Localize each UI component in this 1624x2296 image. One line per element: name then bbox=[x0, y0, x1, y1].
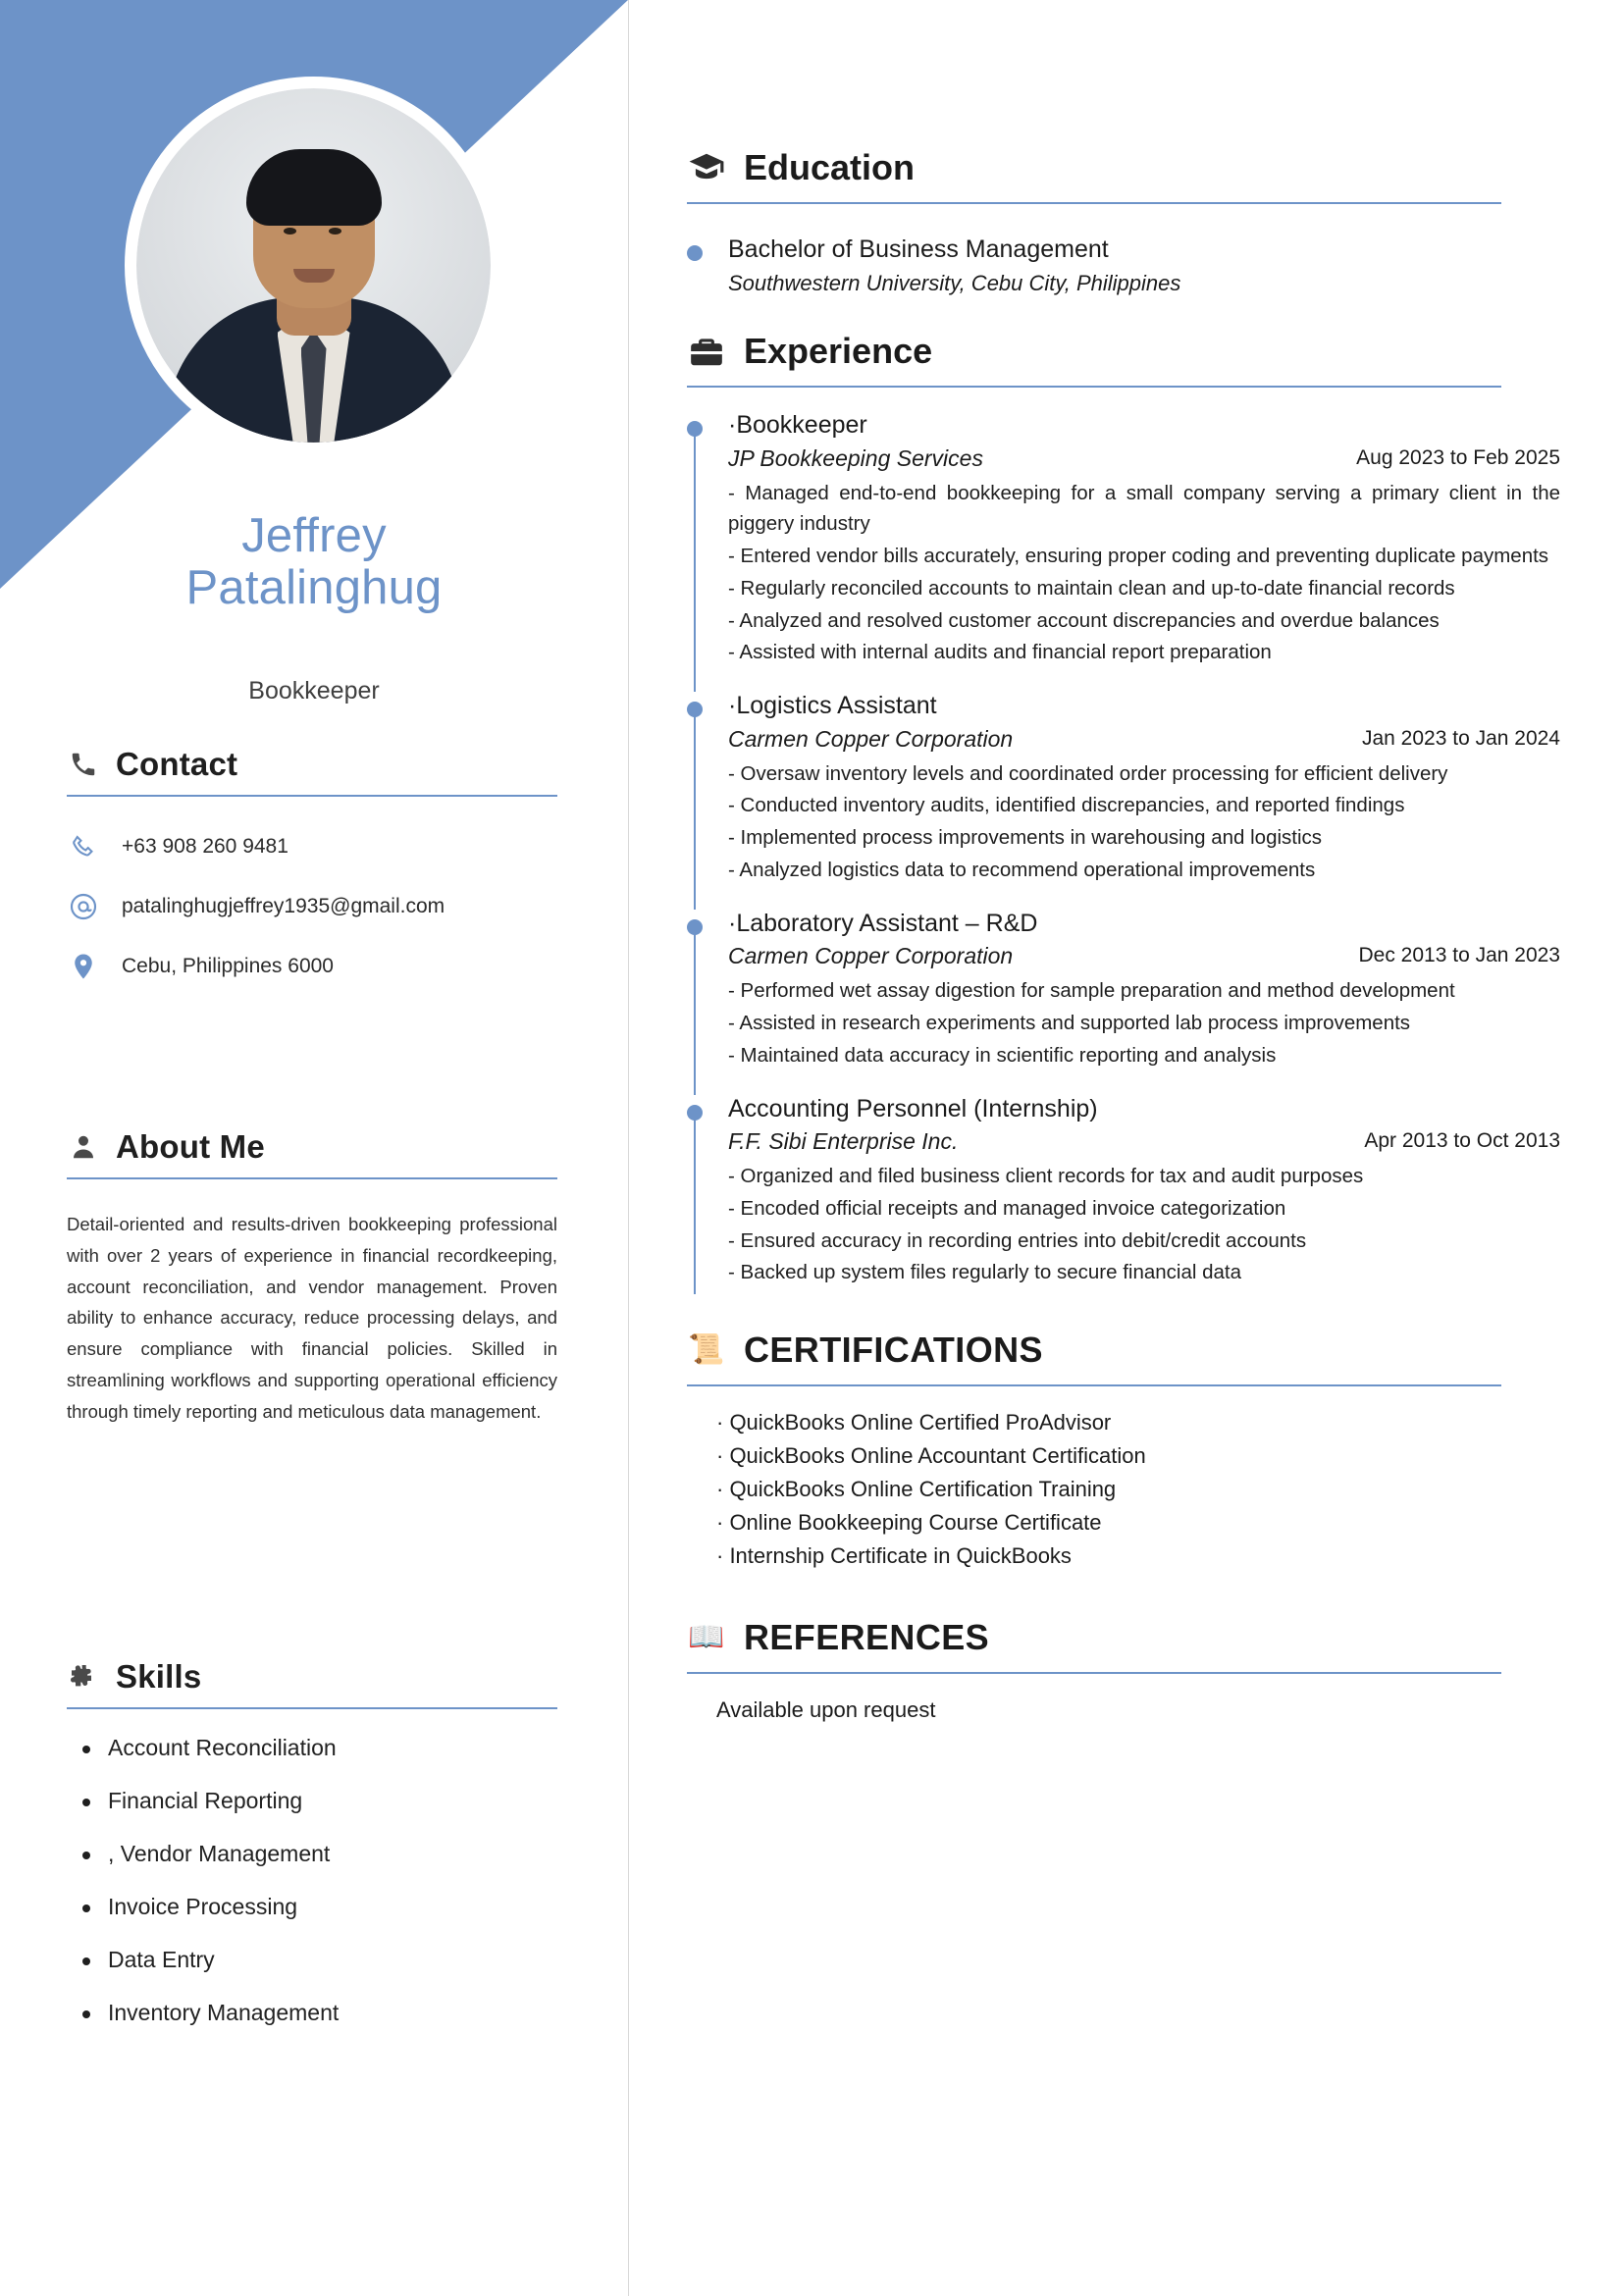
job-bullets bbox=[728, 1161, 1560, 1288]
education-heading: Education bbox=[744, 147, 916, 187]
person-icon bbox=[67, 1130, 100, 1164]
job-bullet: - Encoded official receipts and managed invoice categorization bbox=[728, 1196, 1286, 1220]
briefcase-icon bbox=[687, 332, 726, 371]
avatar-photo bbox=[136, 88, 491, 443]
open-book-icon: 📖 bbox=[688, 1620, 725, 1653]
skills-list bbox=[67, 1735, 557, 2026]
job-bullet: - Regularly reconciled accounts to maintain clean and up-to-date financial records bbox=[728, 576, 1455, 600]
list-item: · Internship Certificate in QuickBooks bbox=[716, 1543, 1072, 1569]
job-date: Apr 2013 to Oct 2013 bbox=[1364, 1129, 1560, 1153]
job-bullet: - Maintained data accuracy in scientific reporting and analysis bbox=[728, 1043, 1277, 1067]
job-bullets bbox=[728, 975, 1560, 1070]
timeline-line bbox=[694, 715, 696, 910]
experience-entry bbox=[687, 1093, 1560, 1289]
main-content bbox=[687, 0, 1560, 1723]
divider bbox=[687, 386, 1501, 388]
experience-entry bbox=[687, 908, 1560, 1071]
page-title bbox=[0, 510, 628, 614]
about-heading: About Me bbox=[116, 1128, 265, 1165]
list-item: Financial Reporting bbox=[108, 1788, 557, 1814]
job-role: Bookkeeper bbox=[248, 677, 380, 704]
first-name: Jeffrey bbox=[241, 509, 387, 562]
left-sidebar bbox=[0, 0, 629, 2296]
certificate-scroll-icon: 📜 bbox=[688, 1333, 725, 1367]
job-title: ·Laboratory Assistant – R&D bbox=[728, 909, 1038, 937]
references-section bbox=[687, 1617, 1560, 1723]
avatar bbox=[125, 77, 502, 454]
list-item: Account Reconciliation bbox=[108, 1735, 557, 1761]
job-bullet: - Analyzed logistics data to recommend operational improvements bbox=[728, 858, 1316, 881]
job-org: JP Bookkeeping Services bbox=[728, 444, 983, 471]
timeline-line bbox=[694, 435, 696, 692]
phone-icon bbox=[67, 748, 100, 781]
certifications-list bbox=[687, 1406, 1560, 1573]
list-item: , Vendor Management bbox=[108, 1841, 557, 1867]
job-org: Carmen Copper Corporation bbox=[728, 725, 1014, 752]
job-title: ·Bookkeeper bbox=[728, 411, 867, 440]
divider bbox=[687, 1384, 1501, 1386]
list-item: · QuickBooks Online Accountant Certification bbox=[716, 1443, 1146, 1469]
about-section bbox=[67, 1128, 557, 1428]
contact-email[interactable] bbox=[67, 890, 557, 923]
divider bbox=[67, 1177, 557, 1179]
contact-list bbox=[67, 830, 557, 983]
references-heading: REFERENCES bbox=[744, 1616, 990, 1657]
list-item: · Online Bookkeeping Course Certificate bbox=[716, 1510, 1102, 1536]
contact-phone[interactable] bbox=[67, 830, 557, 863]
list-item: Data Entry bbox=[108, 1947, 557, 1973]
job-title: Accounting Personnel (Internship) bbox=[728, 1094, 1098, 1122]
experience-entry bbox=[687, 690, 1560, 886]
certifications-heading: CERTIFICATIONS bbox=[744, 1330, 1043, 1371]
contact-location[interactable] bbox=[67, 950, 557, 983]
job-bullet: - Organized and filed business client records for tax and audit purposes bbox=[728, 1165, 1364, 1188]
job-bullet: - Performed wet assay digestion for sample preparation and method development bbox=[728, 979, 1455, 1003]
job-bullet: - Backed up system files regularly to secure financial data bbox=[728, 1261, 1242, 1284]
divider bbox=[687, 1672, 1501, 1674]
job-org: Carmen Copper Corporation bbox=[728, 943, 1014, 969]
location-pin-icon bbox=[67, 950, 100, 983]
skills-heading: Skills bbox=[116, 1658, 202, 1695]
education-entry bbox=[687, 234, 1560, 297]
education-section bbox=[687, 147, 1560, 297]
list-item: · QuickBooks Online Certification Training bbox=[716, 1477, 1117, 1502]
education-degree: Bachelor of Business Management bbox=[728, 235, 1109, 263]
job-bullet: - Managed end-to-end bookkeeping for a small company serving a primary client in the piggery industry bbox=[728, 481, 1560, 536]
phone-icon bbox=[67, 830, 100, 863]
job-bullet: - Oversaw inventory levels and coordinated order processing for efficient delivery bbox=[728, 761, 1448, 785]
job-bullet: - Assisted in research experiments and supported lab process improvements bbox=[728, 1012, 1411, 1035]
list-item: · QuickBooks Online Certified ProAdvisor bbox=[716, 1410, 1112, 1435]
job-date: Jan 2023 to Jan 2024 bbox=[1361, 726, 1560, 750]
experience-section bbox=[687, 331, 1560, 1288]
experience-heading: Experience bbox=[744, 331, 933, 372]
last-name: Patalinghug bbox=[185, 560, 443, 614]
job-bullet: - Conducted inventory audits, identified discrepancies, and reported findings bbox=[728, 794, 1405, 817]
contact-heading: Contact bbox=[116, 746, 238, 782]
job-bullet: - Analyzed and resolved customer account discrepancies and overdue balances bbox=[728, 608, 1440, 632]
divider bbox=[67, 795, 557, 797]
skills-section bbox=[67, 1658, 557, 2053]
job-title: ·Logistics Assistant bbox=[728, 692, 937, 720]
contact-email-value: patalinghugjeffrey1935@gmail.com bbox=[122, 895, 445, 917]
timeline-line bbox=[694, 1119, 696, 1295]
contact-location-value: Cebu, Philippines 6000 bbox=[122, 955, 334, 977]
job-date: Aug 2023 to Feb 2025 bbox=[1356, 445, 1560, 469]
job-bullet: - Assisted with internal audits and financial report preparation bbox=[728, 641, 1272, 664]
job-bullet: - Ensured accuracy in recording entries into debit/credit accounts bbox=[728, 1228, 1307, 1252]
divider bbox=[687, 202, 1501, 204]
certifications-section bbox=[687, 1330, 1560, 1573]
experience-entry bbox=[687, 409, 1560, 668]
graduation-cap-icon bbox=[687, 148, 726, 187]
about-text: Detail-oriented and results-driven bookkeeping professional with over 2 years of experience in financial recordkeeping, account reconciliation, and vendor management. Proven ability to enhance accuracy, reduce processing delays, and ensure compliance with financial policies. Skilled in streamlining workflows and supporting operational efficiency through timely reporting and meticulous data management. bbox=[67, 1214, 557, 1422]
email-icon bbox=[67, 890, 100, 923]
education-school: Southwestern University, Cebu City, Philippines bbox=[728, 270, 1181, 295]
job-bullets bbox=[728, 758, 1560, 886]
list-item: Inventory Management bbox=[108, 2000, 557, 2026]
contact-phone-value: +63 908 260 9481 bbox=[122, 835, 288, 858]
contact-section bbox=[67, 746, 557, 1010]
job-bullets bbox=[728, 478, 1560, 669]
divider bbox=[67, 1707, 557, 1709]
job-bullet: - Entered vendor bills accurately, ensuring proper coding and preventing duplicate payments bbox=[728, 545, 1549, 568]
timeline-line bbox=[694, 933, 696, 1095]
references-text: Available upon request bbox=[716, 1696, 936, 1722]
job-date: Dec 2013 to Jan 2023 bbox=[1358, 944, 1560, 967]
bullet-dot-icon bbox=[687, 245, 703, 261]
list-item: Invoice Processing bbox=[108, 1894, 557, 1920]
job-bullet: - Implemented process improvements in warehousing and logistics bbox=[728, 826, 1323, 850]
puzzle-piece-icon bbox=[67, 1660, 100, 1694]
job-org: F.F. Sibi Enterprise Inc. bbox=[728, 1128, 959, 1155]
